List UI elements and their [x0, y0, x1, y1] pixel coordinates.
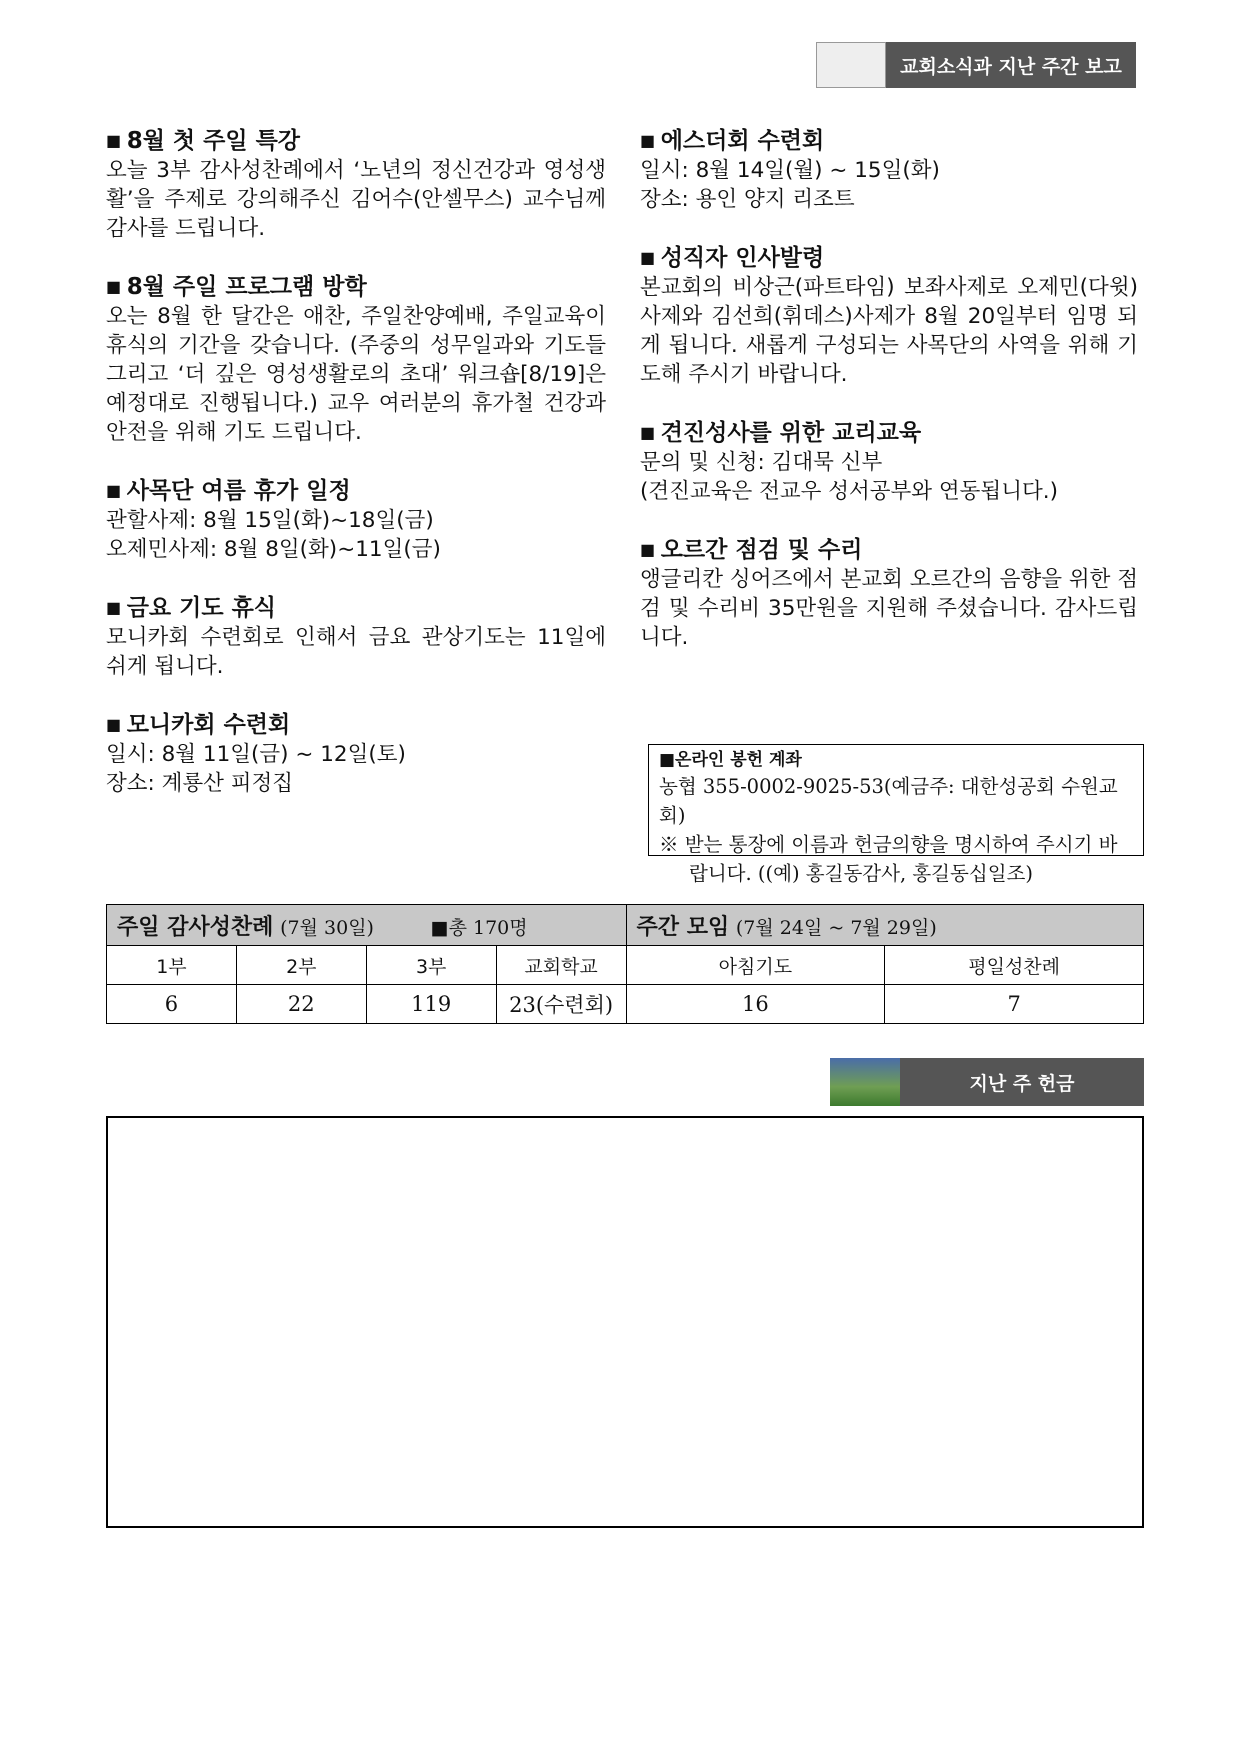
news-item-title: ■ 8월 주일 프로그램 방학 — [106, 272, 606, 302]
label-cell: 3부 — [366, 946, 496, 985]
news-item-title: ■ 금요 기도 휴식 — [106, 593, 606, 623]
weekly-date: (7월 24일 ~ 7월 29일) — [735, 916, 937, 939]
value-cell: 6 — [107, 985, 237, 1024]
news-item-text: 관할사제: 8월 15일(화)~18일(금) — [106, 508, 434, 533]
offering-box — [106, 1116, 1144, 1528]
section-header-label: 교회소식과 지난 주간 보고 — [886, 42, 1136, 88]
sunday-title: 주일 감사성찬례 — [117, 914, 274, 940]
attendance-table — [106, 904, 1144, 1024]
news-item — [640, 418, 1138, 506]
online-offering-account: 농협 355-0002-9025-53(예금주: 대한성공회 수원교회) — [659, 775, 1118, 827]
value-cell: 23(수련회) — [496, 985, 626, 1024]
news-item — [640, 126, 1138, 214]
label-cell: 2부 — [236, 946, 366, 985]
sunday-date: (7월 30일) — [280, 916, 374, 939]
news-item-text: 오제민사제: 8월 8일(화)~11일(금) — [106, 537, 441, 562]
online-offering-title: ■온라인 봉헌 계좌 — [659, 750, 802, 770]
news-item — [106, 272, 606, 447]
label-cell: 1부 — [107, 946, 237, 985]
news-item — [106, 476, 606, 564]
news-item-title: ■ 오르간 점검 및 수리 — [640, 535, 1138, 565]
value-cell: 16 — [626, 985, 885, 1024]
value-cell: 119 — [366, 985, 496, 1024]
news-item-title: ■ 성직자 인사발령 — [640, 243, 1138, 273]
news-item-text: 일시: 8월 14일(월) ~ 15일(화) — [640, 158, 940, 183]
news-item-text: 오는 8월 한 달간은 애찬, 주일찬양예배, 주일교육이 휴식의 기간을 갖습니다. (주중의 성무일과와 기도들 그리고 ‘더 깊은 영성생활로의 초대’ 워크숍[8/19]은 예정대로 진행됩니다.) 교우 여러분의 휴가철 건강과 안전을 위해 기도 드립니다. — [106, 304, 606, 445]
news-item-title: ■ 모니카회 수련회 — [106, 710, 606, 740]
news-item-text: 일시: 8월 11일(금) ~ 12일(토) — [106, 742, 406, 767]
weekly-title: 주간 모임 — [636, 914, 730, 940]
news-item-title: ■ 견진성사를 위한 교리교육 — [640, 418, 1138, 448]
news-item — [106, 710, 606, 798]
news-item-text: 장소: 용인 양지 리조트 — [640, 187, 855, 212]
value-cell: 7 — [885, 985, 1144, 1024]
sunday-header — [107, 905, 627, 946]
value-cell: 22 — [236, 985, 366, 1024]
right-column — [640, 126, 1138, 681]
attendance-values-row — [107, 985, 1144, 1024]
online-offering-box — [648, 744, 1144, 885]
news-item — [640, 243, 1138, 389]
news-item-text: 오늘 3부 감사성찬례에서 ‘노년의 정신건강과 영성생활’을 주제로 강의해주신 김어수(안셀무스) 교수님께 감사를 드립니다. — [106, 158, 606, 241]
news-item-text: 본교회의 비상근(파트타임) 보좌사제로 오제민(다윗)사제와 김선희(휘데스)사제가 8월 20일부터 임명 되게 됩니다. 새롭게 구성되는 사목단의 사역을 위해 기도해 주시기 바랍니다. — [640, 275, 1138, 387]
offering-header-label: 지난 주 헌금 — [900, 1058, 1144, 1106]
news-item — [106, 593, 606, 681]
news-item-text: 장소: 계룡산 피정집 — [106, 771, 294, 796]
weekly-header — [626, 905, 1143, 946]
news-item-text: 앵글리칸 싱어즈에서 본교회 오르간의 음향을 위한 점검 및 수리비 35만원을 지원해 주셨습니다. 감사드립니다. — [640, 567, 1138, 650]
left-column — [106, 126, 606, 827]
label-cell: 아침기도 — [626, 946, 885, 985]
news-item-title: ■ 8월 첫 주일 특강 — [106, 126, 606, 156]
news-item-text: 문의 및 신청: 김대묵 신부 — [640, 450, 883, 475]
news-item-text: (견진교육은 전교우 성서공부와 연동됩니다.) — [640, 479, 1058, 504]
offering-image — [830, 1058, 900, 1106]
news-item-text: 모니카회 수련회로 인해서 금요 관상기도는 11일에 쉬게 됩니다. — [106, 625, 606, 679]
news-item — [640, 535, 1138, 652]
news-item-title: ■ 에스더회 수련회 — [640, 126, 1138, 156]
news-item — [106, 126, 606, 243]
news-item-title: ■ 사목단 여름 휴가 일정 — [106, 476, 606, 506]
sunday-total: ■총 170명 — [430, 916, 528, 939]
label-cell: 평일성찬례 — [885, 946, 1144, 985]
attendance-labels-row — [107, 946, 1144, 985]
attendance-header-row — [107, 905, 1144, 946]
church-image — [816, 42, 886, 88]
online-offering-note: ※ 받는 통장에 이름과 헌금의향을 명시하여 주시기 바랍니다. ((예) 홍길동감사, 홍길동십일조) — [659, 833, 1118, 885]
label-cell: 교회학교 — [496, 946, 626, 985]
